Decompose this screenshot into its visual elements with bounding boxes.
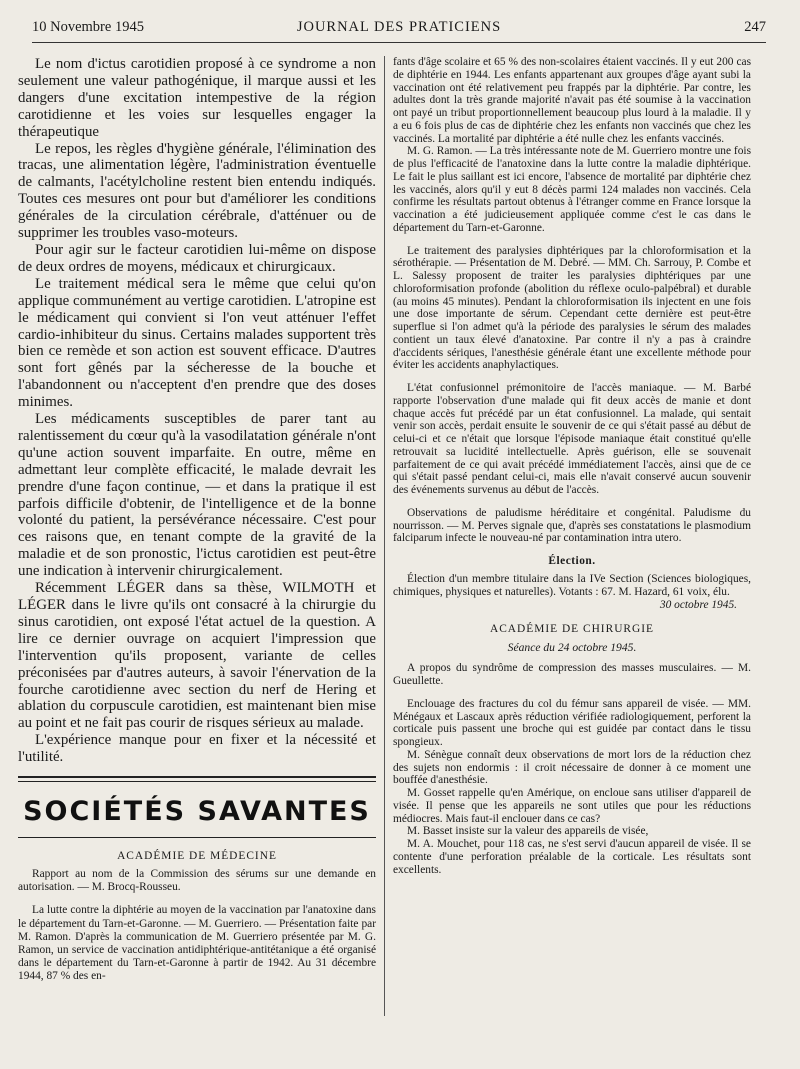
note-diphtheria-vaccination: La lutte contre la diphtérie au moyen de la vaccination par l'anatoxine dans le département du Tarn-et-Garonne. — M. Guerriero. — Présentation faite par M. Ramon. D'après la communication de M. Guerriero présentée par M. G. Ramon, un service de vaccination antidiphtérique-antitétanique a été organisé dans le département du Tarn-et-Garonne à partir de 1942. Au 31 décembre 1944, 87 % des en-: [18, 904, 376, 983]
paragraph-paralysis-treatment: Le traitement des paralysies diphtériques par la chloroformisation et la sérothérapie. — Présentation de M. Debré. — MM. Ch. Sarrouy, P. Combe et L. Salessy proposent de traiter les paralysies diphtériques par une chloroformisation profonde (abolition du réflexe oculo-palpébral) et durable (au moins 45 minutes). Pendant la chloroformisation ils injectent en une fois une dose importante de sérum. Cependant cette dernière est peut-être superflue si l'on admet qu'à la période des paralysies le sérum des malades contient un taux élevé d'anatoxine. Par contre il n'y a pas à craindre d'accidents sériques, l'anesthésie générale étant une excellente méthode pour éviter les accidents anaphylactiques.: [393, 244, 751, 372]
column-divider: [384, 56, 385, 1016]
surgery-femur-nailing: Enclouage des fractures du col du fémur sans appareil de visée. — MM. Ménégaux et Lascaux après réduction vérifiée radiologiquement, perforent la corticale puis passent une broche qui est guidée par contact dans le tissu spongieux.: [393, 697, 751, 748]
banner-underline: [18, 837, 376, 838]
left-column: [18, 56, 376, 1056]
election-text: Élection d'un membre titulaire dans la IVe Section (Sciences biologiques, chimiques, physiques et naturelles). Votants : 67. M. Hazard, 61 voix, élu.: [393, 573, 751, 598]
page-number: 247: [744, 19, 766, 35]
surgery-session-date: Séance du 24 octobre 1945.: [507, 641, 637, 655]
paragraph-malaria: Observations de paludisme héréditaire et congénital. Paludisme du nourrisson. — M. Perves signale que, d'après ses constatations le plasmodium falciparum infecte le nouveau-né par contamination intra utero.: [393, 506, 751, 545]
surgery-basset: M. Basset insiste sur la valeur des appareils de visée,: [407, 825, 649, 838]
paragraph-medications: Les médicaments susceptibles de parer tant au ralentissement du cœur qu'à la vasodilatation générale n'ont qu'une action souvent imparfaite. En outre, même en admettant leur complète efficacité, le malade devrait les prendre d'une façon continue, — et dans la pratique il est parfois difficile d'obtenir, de l'intelligence et de la bonne volonté du patient, la persévérance nécessaire. C'est pour ces raisons que, en tenant compte de la gravité de la maladie et de son pronostic, l'ictus carotidien est peut-être une indication à intervenir chirurgicalement.: [18, 411, 376, 580]
academy-heading: ACADÉMIE DE MÉDECINE: [117, 850, 277, 863]
surgery-senegue: M. Sénègue connaît deux observations de mort lors de la réduction chez des sujets non endormis : il croit nécessaire de donner à ce moment une bouffée d'anesthésie.: [393, 748, 751, 787]
running-header: [32, 16, 766, 43]
paragraph-medical-treatment: Le traitement médical sera le même que celui qu'on applique communément au vertige carotidien. L'atropine est le médicament qui convient si l'on veut atténuer l'effet cardio-inhibiteur du sinus. Certains malades supportent très bien ce remède et son action est souvent efficace. D'autres sont fort gênés par la sécheresse de la bouche et l'abandonnent ou n'acceptent d'en prendre que des doses minimes.: [18, 275, 376, 411]
surgery-mouchet: M. A. Mouchet, pour 118 cas, ne s'est servi d'aucun appareil de visée. Il se contente d'une perforation préalable de la corticale. Les résultats sont excellents.: [393, 838, 751, 876]
journal-title: JOURNAL DES PRATICIENS: [296, 19, 502, 35]
right-column: [393, 56, 751, 1056]
paragraph-two-approaches: Pour agir sur le facteur carotidien lui-même on dispose de deux ordres de moyens, médicaux et chirurgicaux.: [18, 241, 376, 275]
paragraph-surgery: Récemment LÉGER dans sa thèse, WILMOTH et LÉGER dans le livre qu'ils ont consacré à la chirurgie du sinus carotidien, ont exposé l'état actuel de la question. A lire ce dernier ouvrage on acquiert l'impression que l'intervention qu'ils proposent, variante de celles préconisées par d'autres auteurs, à savoir l'énervation de la fourche carotidienne avec section du nerf de Hering et ablation du corpuscule carotidien, est maintenant bien mise au point et ne fait pas courir de risques sérieux au malade.: [18, 580, 376, 732]
paragraph-vaccination-results: fants d'âge scolaire et 65 % des non-scolaires étaient vaccinés. Il y eut 200 cas de diphtérie en 1944. Les enfants appartenant aux groupes d'âge ayant subi la vaccination ont été relativement peu frappés par la diphtérie. Par contre, les adultes dont la très grande majorité n'avait pas été soumise à la vaccination ont payé un tribut proportionnellement beaucoup plus lourd à la maladie. Il y a eu 6 fois plus de cas de diphtérie chez les enfants non vaccinés que chez les vaccinés. La mortalité par diphtérie a été nulle chez les enfants vaccinés.: [393, 56, 751, 145]
paragraph-conclusion: L'expérience manque pour en fixer et la nécessité et l'utilité.: [18, 732, 376, 766]
paragraph-general-measures: Le repos, les règles d'hygiène générale, l'élimination des tracas, une alimentation légère, l'administration éventuelle de calmants, l'acétylcholine restent bien entendu indiqués. Toutes ces mesures ont pour but d'améliorer les conditions générales de la circulation cérébrale, d'atténuer ou de supprimer les troubles vaso-moteurs.: [18, 140, 376, 242]
paragraph-ictus-definition: Le nom d'ictus carotidien proposé à ce syndrome a non seulement une valeur pathogénique, il marque aussi et les dangers d'une excitation intempestive de la région carotidienne et les voies sur lesquelles engager la thérapeutique: [18, 56, 376, 140]
surgery-compression: A propos du syndrôme de compression des masses musculaires. — M. Gueullette.: [393, 662, 751, 687]
section-rule: [18, 776, 376, 782]
issue-date: 10 Novembre 1945: [32, 19, 144, 35]
surgery-academy-heading: ACADÉMIE DE CHIRURGIE: [489, 623, 654, 636]
election-heading: Élection.: [548, 555, 596, 567]
section-banner: SOCIÉTÉS SAVANTES: [23, 796, 371, 828]
surgery-gosset: M. Gosset rappelle qu'en Amérique, on encloue sans utiliser d'appareil de visée. Il pense que les appareils ne sont utiles que pour les réductions médiocres. Mais faut-il enclouer dans ce cas?: [393, 787, 751, 825]
note-commission-serums: Rapport au nom de la Commission des sérums sur une demande en autorisation. — M. Brocq-Rousseu.: [18, 868, 376, 894]
election-date: 30 octobre 1945.: [659, 598, 737, 611]
paragraph-manic-state: L'état confusionnel prémonitoire de l'accès maniaque. — M. Barbé rapporte l'observation d'une malade qui fit deux accès de manie et dont chaque accès fut précédé par un état confusionnel. La malade, qui sentait venir son accès, perdait ensuite le souvenir de ce qui s'était passé au début de celui-ci et ce n'était que lorsque l'épisode maniaque était constitué qu'elle retrouvait sa lucidité intellectuelle. Après guérison, elle se souvenait parfaitement de ce qui avait précédé immédiatement l'accès, ainsi que de ce qui s'était passé pendant celui-ci, mais elle n'avait conservé aucun souvenir des événements survenus au début de l'accès.: [393, 382, 751, 496]
paragraph-ramon-comment: M. G. Ramon. — La très intéressante note de M. Guerriero montre une fois de plus l'efficacité de l'anatoxine dans la lutte contre la maladie diphtérique. Le fait le plus saillant est ici encore, l'absence de mortalité par diphtérie chez les vaccinés, alors qu'il y eut 8 décès parmi 124 malades non vaccinés. Cela confirme les résultats partout obtenus à l'étranger comme en France lorsque la vaccination a été judicieusement appliquée comme c'est le cas dans le département du Tarn-et-Garonne.: [393, 145, 751, 234]
